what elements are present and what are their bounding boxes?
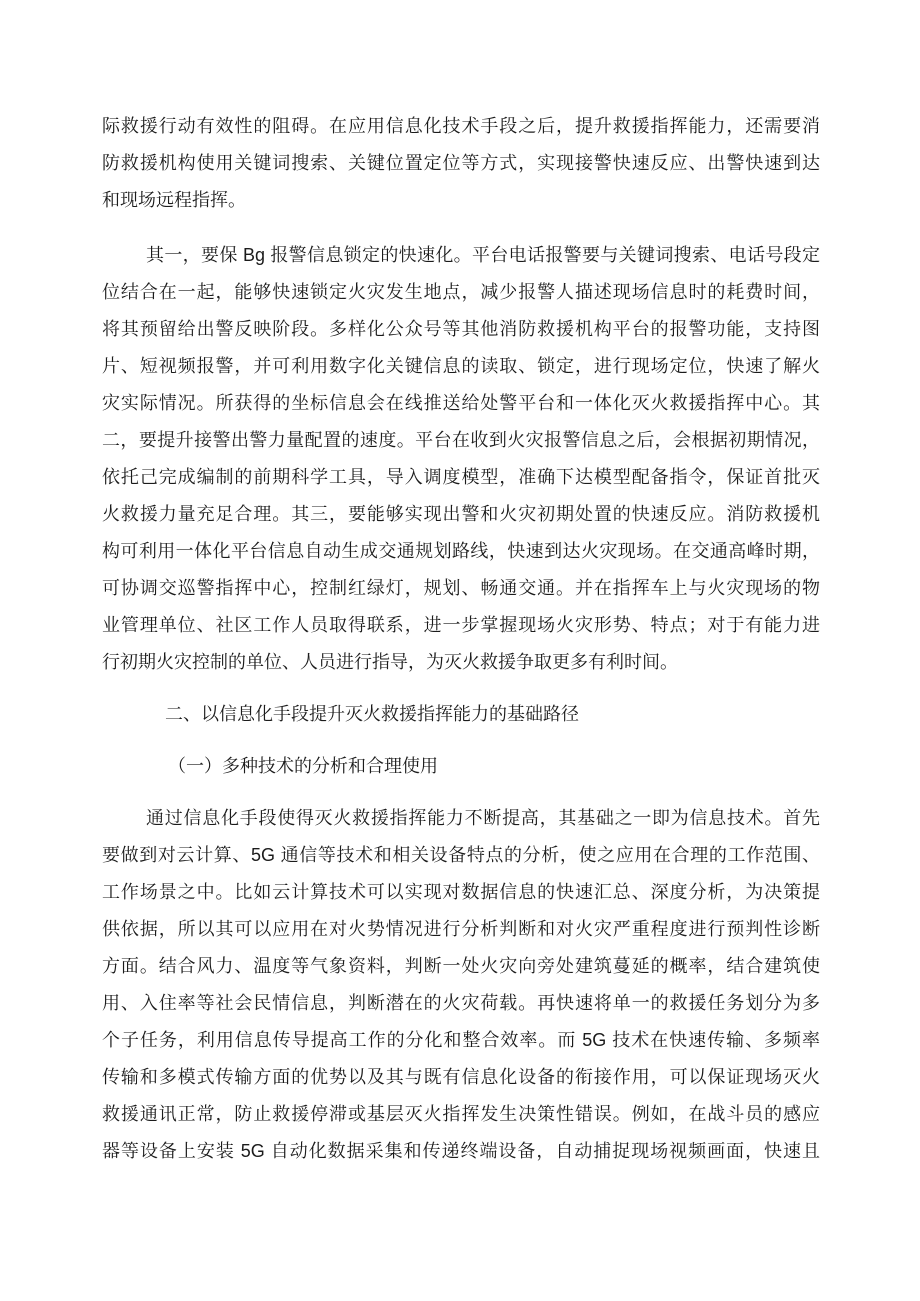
text-line: 工作场景之中。比如云计算技术可以实现对数据信息的快速汇总、深度分析，为决策提	[102, 882, 820, 902]
text-line: 通过信息化手段使得灭火救援指挥能力不断提高，其基础之一即为信息技术。首先	[146, 808, 820, 828]
text-line: 灾实际情况。所获得的坐标信息会在线推送给处警平台和一体化灭火救援指挥中心。其	[102, 393, 820, 413]
text-line: 和现场远程指挥。	[102, 190, 246, 210]
text-line: 可协调交巡警指挥中心，控制红绿灯，规划、畅通交通。并在指挥车上与火灾现场的物	[102, 578, 820, 598]
text-line: 救援通讯正常，防止救援停滞或基层灭火指挥发生决策性错误。例如，在战斗员的感应	[102, 1104, 820, 1124]
section-heading: 二、以信息化手段提升灭火救援指挥能力的基础路径	[165, 704, 579, 724]
text-line: 个子任务，利用信息传导提高工作的分化和整合效率。而 5G 技术在快速传输、多频率	[102, 1030, 820, 1050]
text-line: 器等设备上安装 5G 自动化数据采集和传递终端设备，自动捕捉现场视频画面，快速且	[102, 1141, 820, 1161]
text-line: 依托己完成编制的前期科学工具，导入调度模型，准确下达模型配备指令，保证首批灭	[102, 467, 820, 487]
text-line: 防救援机构使用关键词搜索、关键位置定位等方式，实现接警快速反应、出警快速到达	[102, 153, 820, 173]
text-line: 将其预留给出警反映阶段。多样化公众号等其他消防救援机构平台的报警功能，支持图	[102, 319, 820, 339]
document-body	[102, 108, 820, 1170]
paragraph-technology	[102, 800, 820, 1170]
text-line: 片、短视频报警，并可利用数字化关键信息的读取、锁定，进行现场定位，快速了解火	[102, 356, 820, 376]
paragraph-continuation	[102, 108, 820, 219]
text-line: 用、入住率等社会民情信息，判断潜在的火灾荷载。再快速将单一的救援任务划分为多	[102, 993, 820, 1013]
text-line: 火救援力量充足合理。其三，要能够实现出警和火灾初期处置的快速反应。消防救援机	[102, 504, 820, 524]
text-line: 其一，要保 Bg 报警信息锁定的快速化。平台电话报警要与关键词搜索、电话号段定	[146, 245, 820, 265]
text-line: 要做到对云计算、5G 通信等技术和相关设备特点的分析，使之应用在合理的工作范围、	[102, 845, 820, 865]
paragraph-measures	[102, 237, 820, 681]
text-line: 供依据，所以其可以应用在对火势情况进行分析判断和对火灾严重程度进行预判性诊断	[102, 919, 820, 939]
text-line: 位结合在一起，能够快速锁定火灾发生地点，减少报警人描述现场信息时的耗费时间，	[102, 282, 820, 302]
text-line: 二，要提升接警出警力量配置的速度。平台在收到火灾报警信息之后，会根据初期情况，	[102, 430, 820, 450]
text-line: 方面。结合风力、温度等气象资料，判断一处火灾向旁处建筑蔓延的概率，结合建筑使	[102, 956, 820, 976]
text-line: 传输和多模式传输方面的优势以及其与既有信息化设备的衔接作用，可以保证现场灭火	[102, 1067, 820, 1087]
text-line: 行初期火灾控制的单位、人员进行指导，为灭火救援争取更多有利时间。	[102, 652, 678, 672]
subsection-heading: （一）多种技术的分析和合理使用	[168, 756, 438, 776]
text-line: 际救援行动有效性的阻碍。在应用信息化技术手段之后，提升救援指挥能力，还需要消	[102, 116, 820, 136]
text-line: 业管理单位、社区工作人员取得联系，进一步掌握现场火灾形势、特点；对于有能力进	[102, 615, 820, 635]
text-line: 构可利用一体化平台信息自动生成交通规划路线，快速到达火灾现场。在交通高峰时期，	[102, 541, 820, 561]
